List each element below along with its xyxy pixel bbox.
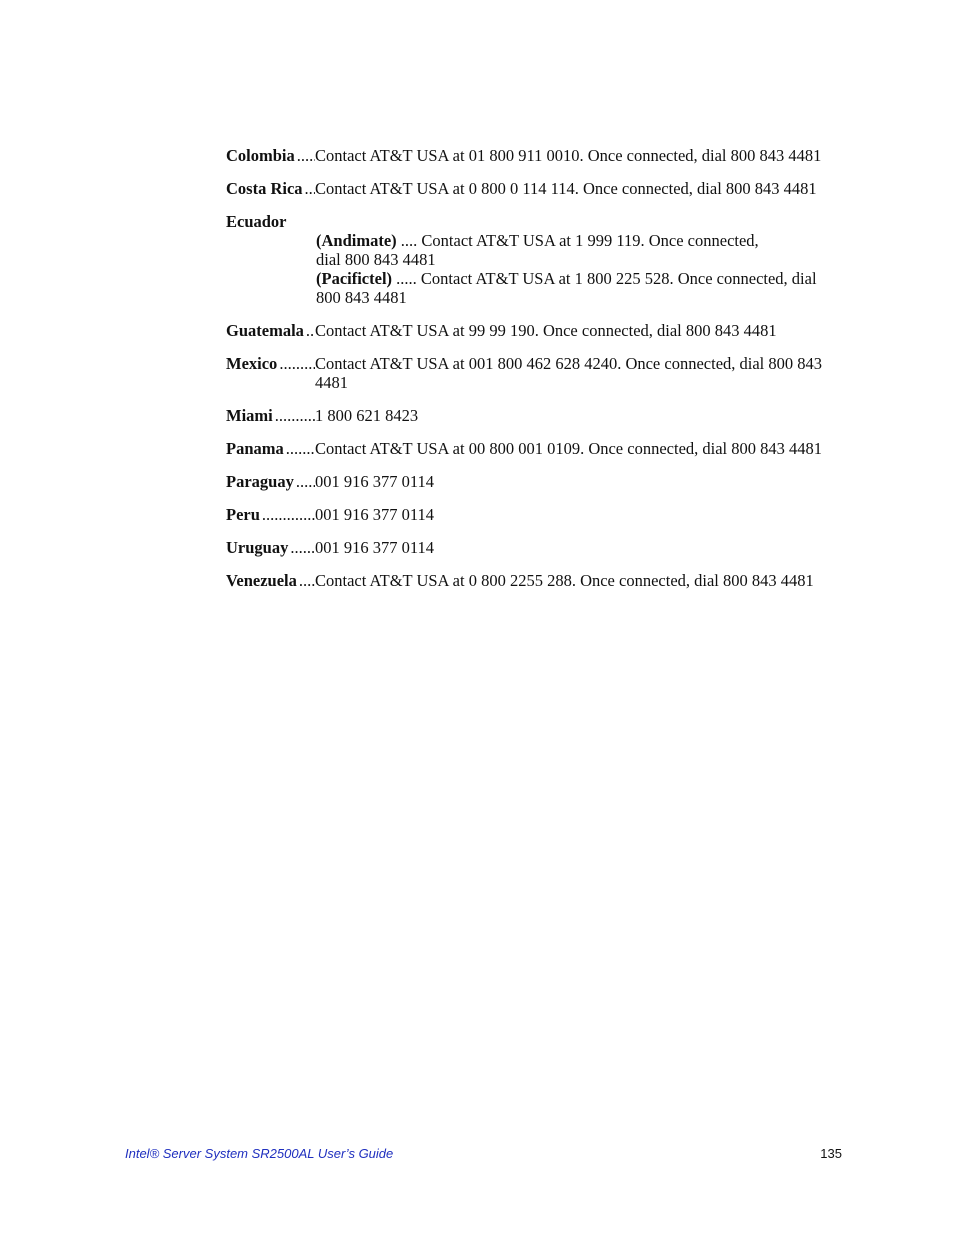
contact-value: 1 800 621 8423 — [315, 406, 419, 425]
country-label: Costa Rica — [226, 179, 303, 198]
carrier-label: (Pacifictel) — [316, 269, 393, 288]
dot-leader — [397, 231, 422, 250]
country-label: Peru — [226, 505, 260, 524]
country-label: Miami — [226, 406, 273, 425]
country-label: Uruguay — [226, 538, 289, 557]
country-label: Mexico — [226, 354, 278, 373]
contact-entry-peru — [226, 505, 846, 524]
country-label: Venezuela — [226, 571, 297, 590]
country-label: Guatemala — [226, 321, 304, 340]
dot-leader — [277, 354, 315, 373]
contact-value: Contact AT&T USA at 01 800 911 0010. Once connected, dial 800 843 4481 — [315, 146, 822, 165]
contact-entry-colombia — [226, 146, 846, 165]
contact-value: Contact AT&T USA at 001 800 462 628 4240. Once connected, dial 800 843 4481 — [315, 354, 823, 392]
country-label: Ecuador — [226, 212, 287, 231]
contact-entry-miami — [226, 406, 846, 425]
dot-leader — [260, 505, 315, 524]
contact-list — [226, 146, 846, 604]
contact-entry-ecuador — [226, 212, 846, 307]
footer-page-number: 135 — [820, 1146, 842, 1161]
contact-entry-panama — [226, 439, 846, 458]
contact-entry-venezuela — [226, 571, 846, 590]
dot-leader — [294, 472, 315, 491]
contact-value: Contact AT&T USA at 0 800 2255 288. Once connected, dial 800 843 4481 — [315, 571, 814, 590]
dot-leader — [284, 439, 315, 458]
contact-value: Contact AT&T USA at 99 99 190. Once connected, dial 800 843 4481 — [315, 321, 777, 340]
dot-leader — [295, 146, 315, 165]
country-label: Colombia — [226, 146, 295, 165]
dot-leader — [303, 179, 315, 198]
dot-leader — [392, 269, 421, 288]
carrier-label: (Andimate) — [316, 231, 397, 250]
dot-leader — [304, 321, 315, 340]
country-label: Paraguay — [226, 472, 294, 491]
contact-value: 001 916 377 0114 — [315, 538, 435, 557]
dot-leader — [288, 538, 315, 557]
contact-entry-mexico — [226, 354, 846, 392]
contact-value: 001 916 377 0114 — [315, 505, 435, 524]
country-label: Panama — [226, 439, 284, 458]
contact-value-continued: dial 800 843 4481 — [316, 250, 436, 269]
contact-value: Contact AT&T USA at 0 800 0 114 114. Once connected, dial 800 843 4481 — [315, 179, 817, 198]
contact-entry-paraguay — [226, 472, 846, 491]
contact-entry-costa-rica — [226, 179, 846, 198]
contact-value: Contact AT&T USA at 1 800 225 528. Once connected, dial — [420, 269, 817, 288]
subentry-andimate — [316, 231, 846, 269]
subentry-pacifictel — [316, 269, 846, 307]
footer-document-title: Intel® Server System SR2500AL User’s Guide — [125, 1146, 394, 1161]
contact-value: Contact AT&T USA at 1 999 119. Once connected, — [421, 231, 759, 250]
contact-entry-guatemala — [226, 321, 846, 340]
contact-value: 001 916 377 0114 — [315, 472, 435, 491]
contact-entry-uruguay — [226, 538, 846, 557]
dot-leader — [273, 406, 315, 425]
contact-value-continued: 800 843 4481 — [316, 288, 407, 307]
dot-leader — [297, 571, 315, 590]
contact-value: Contact AT&T USA at 00 800 001 0109. Once connected, dial 800 843 4481 — [315, 439, 823, 458]
